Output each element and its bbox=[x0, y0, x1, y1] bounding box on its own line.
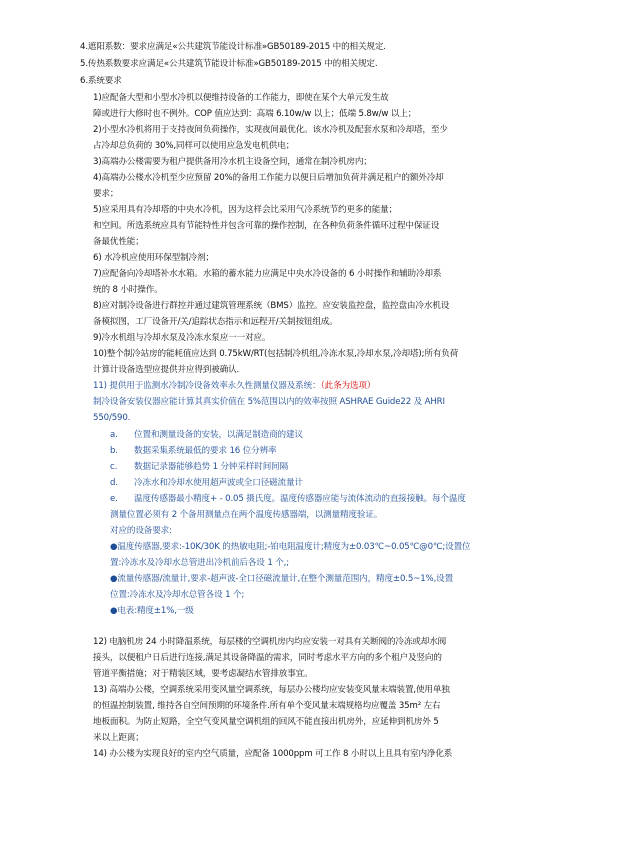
text-line: 2)小型水冷机将用于支持夜间负荷操作，实现夜间最优化。该水冷机及配套水泵和冷却塔，至少 bbox=[93, 125, 448, 135]
text-line: 10)整个制冷站房的能耗值应达到 0.75kW/RT(包括制冷机组,冷冻水泵,冷却水泵,冷却塔);所有负荷 bbox=[93, 349, 459, 359]
list-text: 数据采集系统最低的要求 16 位分辨率 bbox=[134, 446, 277, 456]
text-line: 统的 8 小时操作。 bbox=[93, 285, 163, 295]
text-line: 550/590. bbox=[93, 413, 131, 423]
list-label: b. bbox=[110, 446, 118, 456]
optional-note: （此条为选项） bbox=[320, 381, 376, 391]
text-line: 管道平衡措施；对于精装区域，要考虑凝结水管排放事宜。 bbox=[93, 669, 313, 679]
text-line: 制冷设备安装仪器应能计算其真实价值在 5%范围以内的效率按照 ASHRAE Guide22 及 AHRI bbox=[93, 397, 445, 407]
item-11-text: 11) 提供用于监测水冷制冷设备效率永久性测量仪器及系统： bbox=[93, 381, 321, 391]
list-item-d bbox=[110, 478, 303, 489]
text-line: 备模拟图，工厂设备开/关/追踪状态指示和远程开/关制按钮组成。 bbox=[93, 317, 338, 327]
text-line: 1)应配备大型和小型水冷机以便维持设备的工作能力，即使在某个大单元发生故 bbox=[93, 93, 389, 103]
text-line: 测量位置必须有 2 个备用测量点在两个温度传感器端，以测量精度验证。 bbox=[110, 510, 383, 520]
text-line: 计算计设备选型应提供并应得到被确认. bbox=[93, 365, 240, 375]
list-label: a. bbox=[110, 430, 118, 440]
text-line: 3)高端办公楼需要为租户提供备用冷水机主设备空间，通常在制冷机房内； bbox=[93, 157, 372, 167]
text-line: 7)应配备向冷却塔补水水箱。水箱的蓄水能力应满足中央水冷设备的 6 小时操作和辅助冷却系 bbox=[93, 269, 442, 279]
text-line: 12) 电脑机房 24 小时降温系统，每层楼的空调机房内均应安装一对具有关断阀的冷冻或却水阀 bbox=[93, 637, 447, 647]
text-line: 地板面积。为防止短路，全空气变风量空调机组的回风不能直接出机房外，应延伸到机房外 5 bbox=[93, 717, 439, 727]
text-line: 障或进行大修时也不例外。COP 值应达到：高端 6.10w/w 以上；低端 5.8w/w 以上； bbox=[93, 109, 417, 119]
text-line: 备最优性能； bbox=[93, 237, 144, 247]
list-item-e bbox=[110, 494, 466, 505]
list-text: 温度传感器最小精度+ - 0.05 摄氏度。温度传感器应能与流体流动的直接接触。每个温度 bbox=[134, 494, 466, 504]
text-line: 接头，以便租户日后进行连接,满足其设备降温的需求，同时考虑水平方向的多个租户及竖向的 bbox=[93, 653, 442, 663]
text-line: 置:冷冻水及冷却水总管进出冷机前后各设 1 个,; bbox=[110, 558, 289, 568]
text-line: 占冷却总负荷的 30%,同样可以使用应急发电机供电； bbox=[93, 141, 295, 151]
list-label: e. bbox=[110, 494, 118, 504]
text-line: 米以上距离； bbox=[93, 733, 144, 743]
list-label: d. bbox=[110, 478, 118, 488]
text-line-item-11 bbox=[93, 381, 375, 392]
bullet-flow-sensor: ●流量传感器/流量计,要求-超声波-全口径磁流量计,在整个测量范围内，精度±0.5~1%,设置 bbox=[110, 574, 454, 584]
text-line: 对应的设备要求: bbox=[110, 526, 172, 536]
bullet-power-meter: ●电表:精度±1%,一级 bbox=[110, 606, 194, 616]
text-line: 和空间。所选系统应具有节能特性并包含可靠的操作控制，在各种负荷条件循环过程中保证设 bbox=[93, 221, 440, 231]
text-line: 4)高端办公楼水冷机至少应预留 20%的备用工作能力以便日后增加负荷并满足租户的额外冷却 bbox=[93, 173, 444, 183]
section-heading-system-requirements: 6.系统要求 bbox=[80, 76, 122, 86]
list-label: c. bbox=[110, 462, 118, 472]
text-line: 14) 办公楼为实现良好的室内空气质量，应配备 1000ppm 可工作 8 小时以上且具有室内净化系 bbox=[93, 749, 453, 759]
paragraph-shading-coefficient: 4.遮阳系数：要求应满足«公共建筑节能设计标准»GB50189-2015 中的相关规定. bbox=[80, 42, 386, 52]
list-item-b bbox=[110, 446, 276, 457]
text-line: 位置:冷冻水及冷却水总管各设 1 个; bbox=[110, 590, 245, 600]
text-line: 的恒温控制装置, 维持各自空间预期的环境条件.所有单个变风量末端规格均应覆盖 35m² 左右 bbox=[93, 701, 441, 711]
text-line: 要求； bbox=[93, 189, 119, 199]
list-item-a bbox=[110, 430, 303, 441]
list-text: 冷冻水和冷却水使用超声波或全口径磁流量计 bbox=[134, 478, 303, 488]
paragraph-heat-transfer: 5.传热系数要求应满足«公共建筑节能设计标准»GB50189-2015 中的相关规定. bbox=[80, 59, 378, 69]
text-line: 8)应对制冷设备进行群控并通过建筑管理系统（BMS）监控。应安装监控盘，监控盘由冷水机设 bbox=[93, 301, 450, 311]
list-text: 位置和测量设备的安装，以满足制造商的建议 bbox=[134, 430, 303, 440]
text-line: 5)应采用具有冷却塔的中央水冷机，因为这样会比采用气冷系统节约更多的能量； bbox=[93, 205, 398, 215]
text-line: 13) 高端办公楼，空调系统采用变风量空调系统，每层办公楼均应安装变风量末端装置,使用单独 bbox=[93, 685, 450, 695]
list-item-c bbox=[110, 462, 288, 473]
text-line: 9)冷水机组与冷却水泵及冷冻水泵应一一对应。 bbox=[93, 333, 271, 343]
text-line: 6) 水冷机应使用环保型制冷剂； bbox=[93, 253, 214, 263]
list-text: 数据记录器能够趋势 1 分钟采样时间间隔 bbox=[134, 462, 289, 472]
bullet-temperature-sensor: ●温度传感器,要求:-10K/30K 的热敏电阻;-铂电阻温度计;精度为±0.03℃~0.05℃@0℃;设置位 bbox=[110, 542, 471, 552]
